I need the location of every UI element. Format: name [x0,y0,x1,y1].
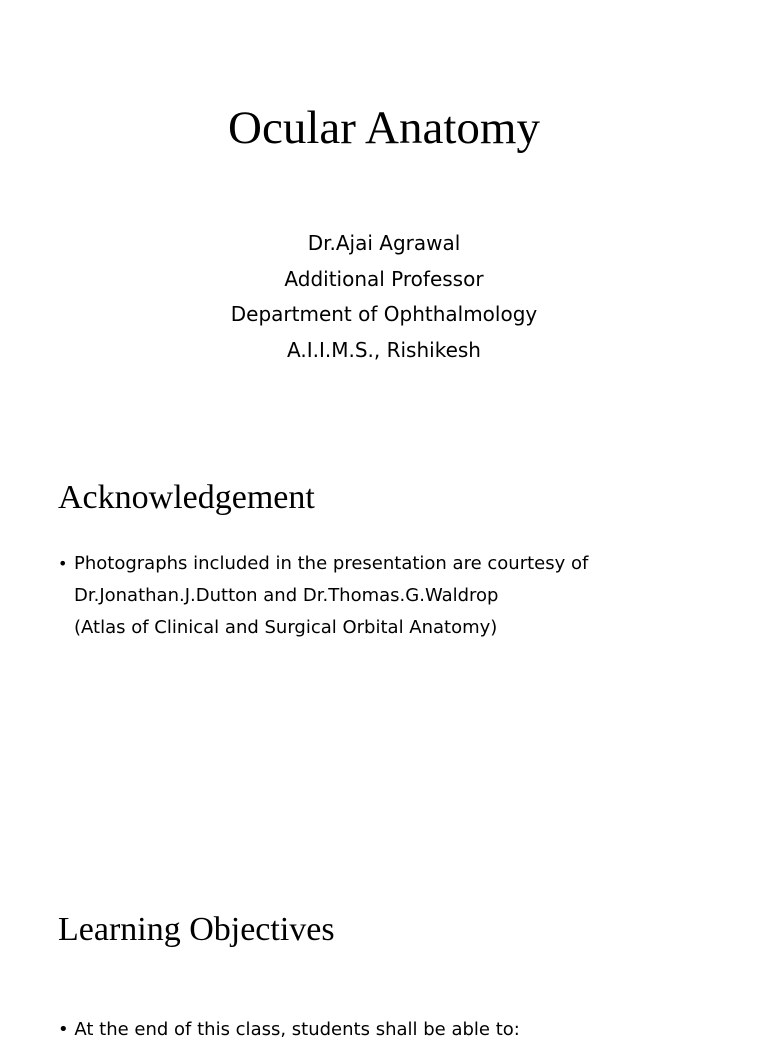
author-info [0,226,768,368]
bullet-icon: • [58,554,68,573]
slide-learning-objectives [0,868,768,1040]
acknowledgement-title: Acknowledgement [58,479,315,516]
learning-objectives-bullet [58,1014,520,1046]
author-department: Department of Ophthalmology [230,302,538,326]
author-position: Additional Professor [284,266,484,291]
learning-objectives-title: Learning Objectives [58,911,335,948]
presentation-title: Ocular Anatomy [228,102,540,154]
author-institution: A.I.I.M.S., Rishikesh [287,337,481,362]
acknowledgement-bullet [58,548,748,644]
acknowledgement-text-1: Photographs included in the presentation are courtesy of [74,553,589,574]
acknowledgement-line-1 [58,548,748,580]
slide-acknowledgement [0,434,768,868]
acknowledgement-line-3: (Atlas of Clinical and Surgical Orbital Anatomy) [74,617,498,638]
author-name: Dr.Ajai Agrawal [307,231,461,255]
learning-objectives-text: At the end of this class, students shall be able to: [74,1019,520,1040]
slide-title [0,0,768,434]
bullet-icon: • [58,1019,69,1040]
acknowledgement-line-2: Dr.Jonathan.J.Dutton and Dr.Thomas.G.Waldrop [74,585,499,606]
